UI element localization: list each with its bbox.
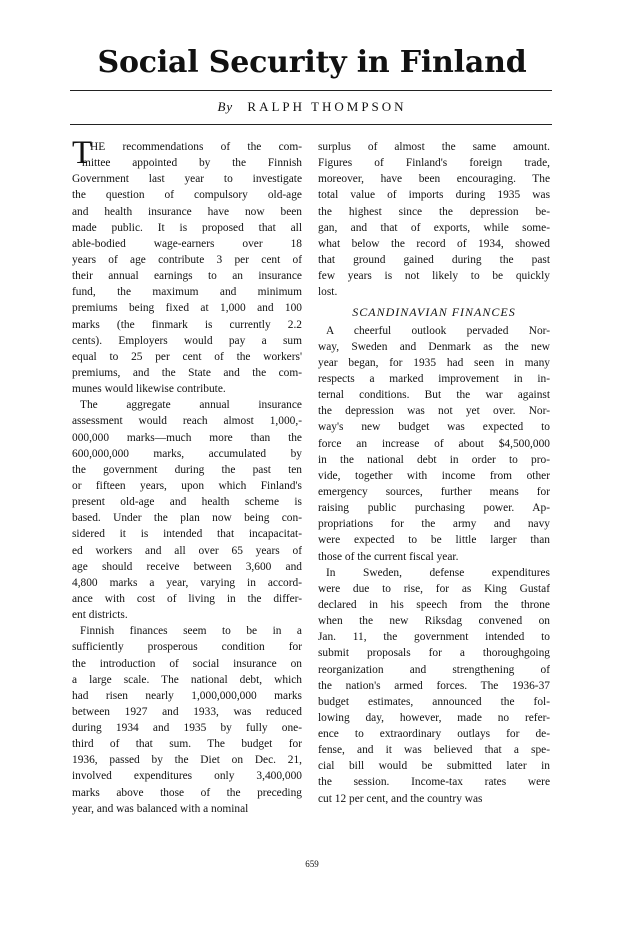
text-line: involved expenditures only 3,400,000 (72, 770, 302, 783)
text-line: the session. Income-tax rates were (318, 776, 550, 789)
text-line: ternal conditions. But the war against (318, 389, 550, 402)
text-line: ance with cost of living in the differ- (72, 592, 302, 605)
page-number: 659 (305, 859, 319, 869)
text-line: force an increase of about $4,500,000 (318, 437, 550, 450)
text-line: A cheerful outlook pervaded Nor- (326, 324, 550, 337)
text-line: The aggregate annual insurance (80, 399, 302, 412)
text-line: Figures of Finland's foreign trade, (318, 157, 550, 170)
text-line: between 1927 and 1933, was reduced (72, 705, 302, 718)
text-line: total value of imports during 1935 was (318, 189, 550, 202)
text-line: 4,800 marks a year, varying in accord- (72, 576, 302, 589)
author-name: RALPH THOMPSON (247, 99, 407, 114)
text-line: way's new budget was expected to (318, 421, 550, 434)
text-line: lost. (318, 286, 338, 299)
text-line: premiums being fixed at 1,000 and 100 (72, 302, 302, 315)
text-line: sufficiently prosperous condition for (72, 641, 302, 654)
text-line: assessment would reach almost 1,000,- (72, 415, 302, 428)
text-line: cents). Employers would pay a sum (72, 334, 302, 347)
text-line: the depression was not yet over. Nor- (318, 405, 550, 418)
text-line: a large scale. The national debt, which (72, 673, 302, 686)
text-line: 600,000,000 marks, accumulated by (72, 447, 302, 460)
text-line: years of age contribute 3 per cent of (72, 253, 302, 266)
text-line: premiums, and the State and the com- (72, 366, 302, 379)
text-line: budget estimates, announced the fol- (318, 695, 550, 708)
text-line: those of the current fiscal year. (318, 550, 459, 563)
text-line: what below the record of 1934, showed (318, 237, 550, 250)
text-line: able-bodied wage-earners over 18 (72, 237, 302, 250)
text-line: marks above those of the preceding (72, 786, 302, 799)
text-line: 1936, passed by the Diet on Dec. 21, (72, 754, 302, 767)
text-line: were expected to be little larger than (318, 534, 550, 547)
text-line: present old-age and health scheme is (72, 496, 302, 509)
text-line: gan, and that of exports, while some- (318, 221, 550, 234)
byline (0, 99, 624, 115)
text-line: Finnish finances seem to be in a (80, 625, 302, 638)
text-line: made public. It is proposed that all (72, 221, 302, 234)
text-line: year began, for 1935 had seen in many (318, 356, 550, 369)
text-line: ed workers and all over 65 years of (72, 544, 302, 557)
text-line: during 1934 and 1935 by fully one- (72, 722, 302, 735)
text-line: year, and was balanced with a nominal (72, 802, 249, 815)
text-line: their annual earnings to an insurance (72, 270, 302, 283)
text-line: respects a marked improvement in in- (318, 372, 550, 385)
title-rule (70, 90, 552, 91)
text-line: age should receive between 3,600 and (72, 560, 302, 573)
text-line: propriations for the army and navy (318, 518, 550, 531)
byline-prefix: By (217, 99, 234, 114)
right-column-lines-bottom (318, 323, 550, 807)
left-column (72, 135, 302, 817)
text-line: marks (the finmark is currently 2.2 (72, 318, 302, 331)
text-line: the nation's armed forces. The 1936-37 (318, 679, 550, 692)
text-line: munes would likewise contribute. (72, 383, 226, 396)
text-line: In Sweden, defense expenditures (326, 566, 550, 579)
text-line: had risen nearly 1,000,000,000 marks (72, 689, 302, 702)
text-line: submit proposals for a thoroughgoing (318, 647, 550, 660)
text-line: when the new Riksdag convened on (318, 615, 550, 628)
text-line: Government last year to investigate (72, 173, 302, 186)
text-line: the introduction of social insurance on (72, 657, 302, 670)
text-line: vide, together with income from other (318, 469, 550, 482)
text-line: equal to 25 per cent of the workers' (72, 350, 302, 363)
text-line: surplus of almost the same amount. (318, 141, 550, 153)
text-line: Jan. 11, the government intended to (318, 631, 550, 644)
drop-cap: T (72, 135, 93, 171)
text-line: cut 12 per cent, and the country was (318, 792, 483, 805)
text-line: in the national debt in order to pro- (318, 453, 550, 466)
right-column (318, 139, 550, 807)
text-line: sidered it is intended that incapacitat- (72, 528, 302, 541)
text-line: moreover, have been encouraging. The (318, 173, 550, 186)
text-line: mittee appointed by the Finnish (82, 157, 302, 170)
text-line: based. Under the plan now being con- (72, 512, 302, 525)
text-line: and health insurance have now been (72, 205, 302, 218)
text-line: reorganization and strengthening of (318, 663, 550, 676)
article-title: Social Security in Finland (97, 45, 527, 80)
text-line: fund, the maximum and minimum (72, 286, 302, 299)
text-line: ent districts. (72, 609, 128, 622)
text-line: that ground gained during the past (318, 253, 550, 266)
text-line: or fifteen years, upon which Finland's (72, 479, 302, 492)
text-line: the government during the past ten (72, 463, 302, 476)
text-line: declared in his speech from the throne (318, 598, 550, 611)
text-line: the question of compulsory old-age (72, 189, 302, 202)
left-column-lines (72, 155, 302, 817)
text-line: were due to rise, for as King Gustaf (318, 582, 550, 595)
text-line: HE recommendations of the com- (90, 141, 302, 153)
text-line: ence to extraordinary outlays for de- (318, 728, 550, 741)
text-line: raising public purchasing power. Ap- (318, 502, 550, 515)
text-line: way, Sweden and Denmark as the new (318, 340, 550, 353)
text-line: emergency sources, further means for (318, 485, 550, 498)
text-line: few years is not likely to be quickly (318, 270, 550, 283)
right-column-lines-top (318, 139, 550, 300)
section-subhead: SCANDINAVIAN FINANCES (352, 305, 516, 320)
text-line: lowing day, however, made no refer- (318, 711, 550, 724)
text-line: the highest since the depression be- (318, 205, 550, 218)
text-line: cial bill would be submitted later in (318, 760, 550, 773)
byline-rule (70, 124, 552, 125)
text-line: fense, and it was believed that a spe- (318, 744, 550, 757)
text-line: third of that sum. The budget for (72, 738, 302, 751)
text-line: 000,000 marks—much more than the (72, 431, 302, 444)
